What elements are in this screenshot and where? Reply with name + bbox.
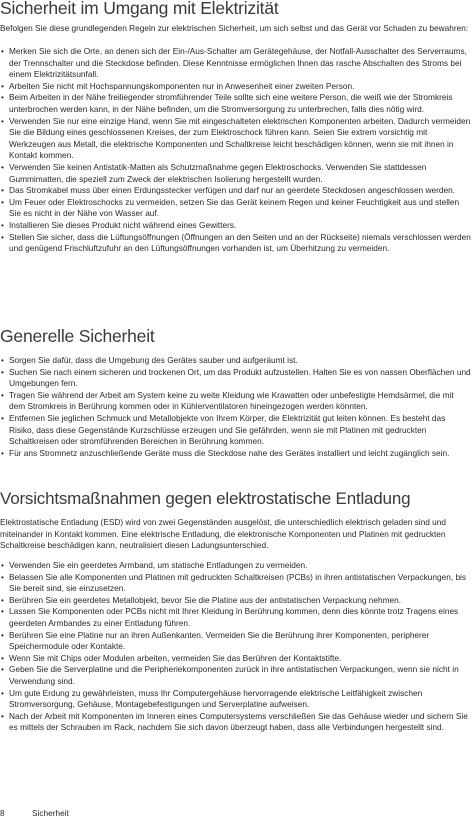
list-item: • Belassen Sie alle Komponenten und Platinen mit gedruckten Schaltkreisen (PCBs) in ihren antistatischen Verpackungen, bis Sie bereit sind, sie einzusetzen.: [0, 572, 472, 595]
list-electrical-safety: [0, 46, 472, 255]
list-item: • Verwenden Sie nur eine einzige Hand, wenn Sie mit eingeschalteten elektrischen Komponenten arbeiten. Dadurch vermeiden Sie die Bildung eines geschlossenen Kreises, der zum Elektroschock führen kann. Seien Sie extrem vorsichtig mit Werkzeugen aus Metall, die elektrische Komponenten und Schaltkreise leicht beschädigen können, wenn sie mit ihnen in Kontakt kommen.: [0, 116, 472, 162]
list-item: • Sorgen Sie dafür, dass die Umgebung des Gerätes sauber und aufgeräumt ist.: [0, 355, 472, 367]
list-general-safety: [0, 355, 472, 459]
list-item: • Für ans Stromnetz anzuschließende Geräte muss die Steckdose nahe des Gerätes installiert und leicht zugänglich sein.: [0, 448, 472, 460]
list-item: • Um Feuer oder Elektroschocks zu vermeiden, setzen Sie das Gerät keinem Regen und keiner Feuchtigkeit aus und stellen Sie es nicht in der Nähe von Wasser auf.: [0, 197, 472, 220]
list-item: • Stellen Sie sicher, dass die Lüftungsöffnungen (Öffnungen an den Seiten und an der Rückseite) niemals verschlossen werden und genügend Frischluftzufuhr an den Lüftungsöffnungen vorhanden ist, um Überhitzung zu vermeiden.: [0, 232, 472, 255]
footer-section-name: Sicherheit: [32, 808, 69, 818]
list-item: • Tragen Sie während der Arbeit am System keine zu weite Kleidung wie Krawatten oder unbefestigte Hemdsärmel, die mit dem Stromkreis in Berührung kommen oder in Kühlerventilatoren hineingezogen werden könnten.: [0, 390, 472, 413]
list-item: • Installieren Sie dieses Produkt nicht während eines Gewitters.: [0, 220, 472, 232]
page-number: 8: [0, 808, 5, 818]
section-title-general-safety: Generelle Sicherheit: [0, 326, 155, 346]
list-esd-precautions: [0, 560, 472, 734]
list-item: • Merken Sie sich die Orte, an denen sich der Ein-/Aus-Schalter am Gerätegehäuse, der Notfall-Ausschalter des Serverraums, der Trennschalter und die Steckdose befinden. Diese Kenntnisse ermöglichen Ihnen das rasche Abschalten des Stroms bei einem Elektrizitätsunfall.: [0, 46, 472, 81]
list-item: • Berühren Sie ein geerdetes Metallobjekt, bevor Sie die Platine aus der antistatischen Verpackung nehmen.: [0, 595, 472, 607]
list-item: • Lassen Sie Komponenten oder PCBs nicht mit Ihrer Kleidung in Berührung kommen, denn dies könnte trotz Tragens eines geerdeten Armbandes zu einer Entladung führen.: [0, 606, 472, 629]
list-item: • Nach der Arbeit mit Komponenten im Inneren eines Computersystems verschließen Sie das Gehäuse wieder und sichern Sie es mittels der Schrauben im Rack, nachdem Sie sich davon überzeugt haben, dass alle Verbindungen hergestellt sind.: [0, 711, 472, 734]
list-item: • Beim Arbeiten in der Nähe freiliegender stromführender Teile sollte sich eine weitere Person, die weiß wie der Stromkreis unterbrochen werden kann, in der Nähe befinden, um die Stromversorgung zu unterbrechen, falls dies nötig wird.: [0, 92, 472, 115]
list-item: • Arbeiten Sie nicht mit Hochspannungskomponenten nur in Anwesenheit einer zweiten Person.: [0, 81, 472, 93]
section-intro-esd: Elektrostatische Entladung (ESD) wird von zwei Gegenständen ausgelöst, die unterschiedlich elektrisch geladen sind und miteinander in Kontakt kommen. Eine elektrische Entladung, die elektronische Komponenten und Platinen mit gedruckten Schaltkreise beschädigen kann, neutralisiert diesen Ladungsunterschied.: [0, 517, 446, 551]
section-title-electrical-safety: Sicherheit im Umgang mit Elektrizität: [0, 0, 279, 18]
list-item: • Geben Sie die Serverplatine und die Peripheriekomponenten zurück in ihre antistatischen Verpackungen, wenn sie nicht in Verwendung sind.: [0, 664, 472, 687]
section-intro-electrical-safety: Befolgen Sie diese grundlegenden Regeln zur elektrischen Sicherheit, um sich selbst und das Gerät vor Schaden zu bewahren:: [0, 23, 469, 33]
list-item: • Um gute Erdung zu gewährleisten, muss Ihr Computergehäuse hervorragende elektrische Leitfähigkeit zwischen Stromversorgung, Gehäuse, Montagebefestigungen und Serverplatine aufweisen.: [0, 688, 472, 711]
list-item: • Wenn Sie mit Chips oder Modulen arbeiten, vermeiden Sie das Berühren der Kontaktstifte.: [0, 653, 472, 665]
list-item: • Das Stromkabel muss über einen Erdungsstecker verfügen und darf nur an geerdete Steckdosen angeschlossen werden.: [0, 185, 472, 197]
section-title-esd-precautions: Vorsichtsmaßnahmen gegen elektrostatische Entladung: [0, 489, 411, 508]
list-item: • Verwenden Sie keinen Antistatik-Matten als Schutzmaßnahme gegen Elektroschocks. Verwenden Sie stattdessen Gummimatten, die speziell zum Zweck der elektrischen Isolierung hergestellt wurden.: [0, 162, 472, 185]
list-item: • Entfernen Sie jeglichen Schmuck und Metallobjekte von Ihrem Körper, die Elektrizität gut leiten können. Es besteht das Risiko, dass diese Gegenstände Kurzschlüsse erzeugen und Sie gefährden, wenn sie mit Platinen mit gedruckten Schaltkreisen oder stromführenden Bereichen in Berührung kommen.: [0, 413, 472, 448]
list-item: • Berühren Sie eine Platine nur an ihren Außenkanten. Vermeiden Sie die Berührung ihrer Komponenten, peripherer Speichermodule oder Kontakte.: [0, 630, 472, 653]
list-item: • Suchen Sie nach einem sicheren und trockenen Ort, um das Produkt aufzustellen. Halten Sie es von nassen Oberflächen und Umgebungen fern.: [0, 367, 472, 390]
page-footer: [0, 808, 69, 818]
list-item: • Verwenden Sie ein geerdetes Armband, um statische Entladungen zu vermeiden.: [0, 560, 472, 572]
